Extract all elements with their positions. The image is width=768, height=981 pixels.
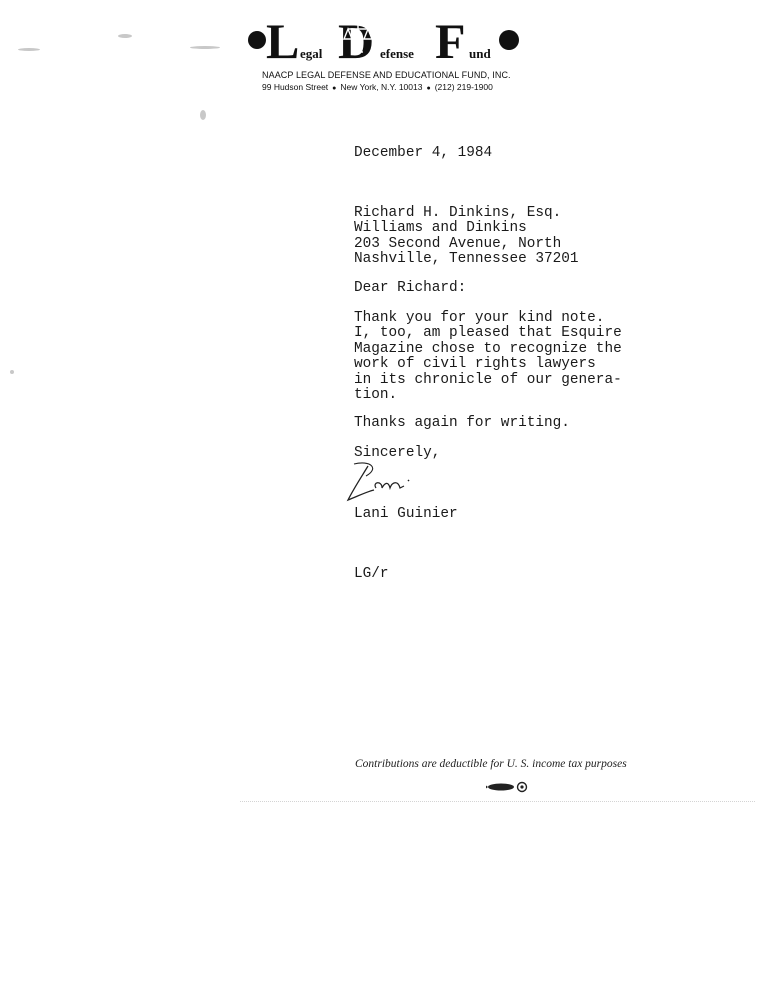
logo-letter-f: F: [435, 16, 466, 64]
recipient-line: Williams and Dinkins: [354, 220, 527, 237]
logo-left-dot: [248, 31, 266, 49]
union-label-icon: [486, 780, 530, 794]
scan-speck: [10, 370, 14, 374]
body-line: tion.: [354, 387, 398, 404]
logo-word-egal: egal: [300, 46, 323, 61]
scan-speck: [200, 110, 206, 120]
tax-deductible-note: Contributions are deductible for U. S. income tax purposes: [355, 758, 627, 770]
scan-speck: [18, 48, 40, 51]
fold-line: [240, 801, 755, 802]
logo-right-dot: [499, 30, 519, 50]
body-line: Magazine chose to recognize the: [354, 340, 622, 357]
scan-speck: [190, 46, 220, 49]
ldf-logo: [247, 16, 522, 64]
recipient-line: 203 Second Avenue, North: [354, 235, 562, 252]
closing: Sincerely,: [354, 445, 441, 461]
typist-initials: LG/r: [354, 566, 389, 582]
logo-word-und: und: [469, 46, 491, 61]
logo-word-efense: efense: [380, 46, 414, 61]
recipient-address: [354, 206, 579, 268]
logo-letter-l: L: [266, 16, 300, 64]
address-street: 99 Hudson Street: [262, 82, 329, 92]
recipient-line: Richard H. Dinkins, Esq.: [354, 205, 562, 221]
body-line: in its chronicle of our genera-: [354, 371, 622, 388]
organization-address: [262, 82, 493, 92]
address-phone: (212) 219-1900: [434, 82, 493, 92]
recipient-line: Nashville, Tennessee 37201: [354, 251, 579, 268]
logo-letter-d: D: [338, 16, 375, 64]
body-line: Thank you for your kind note.: [354, 310, 605, 326]
letter-date: December 4, 1984: [354, 145, 493, 161]
scan-speck: [118, 34, 132, 38]
handwritten-signature: [340, 462, 430, 508]
thanks-line: Thanks again for writing.: [354, 415, 570, 431]
salutation: Dear Richard:: [354, 280, 467, 296]
address-city: New York, N.Y. 10013: [340, 82, 423, 92]
body-line: I, too, am pleased that Esquire: [354, 325, 622, 342]
bullet-icon: ●: [426, 85, 431, 92]
body-paragraph: [354, 311, 622, 403]
body-line: work of civil rights lawyers: [354, 356, 596, 373]
bullet-icon: ●: [332, 85, 337, 92]
organization-name: NAACP LEGAL DEFENSE AND EDUCATIONAL FUND, INC.: [262, 70, 511, 80]
signer-name: Lani Guinier: [354, 506, 458, 522]
